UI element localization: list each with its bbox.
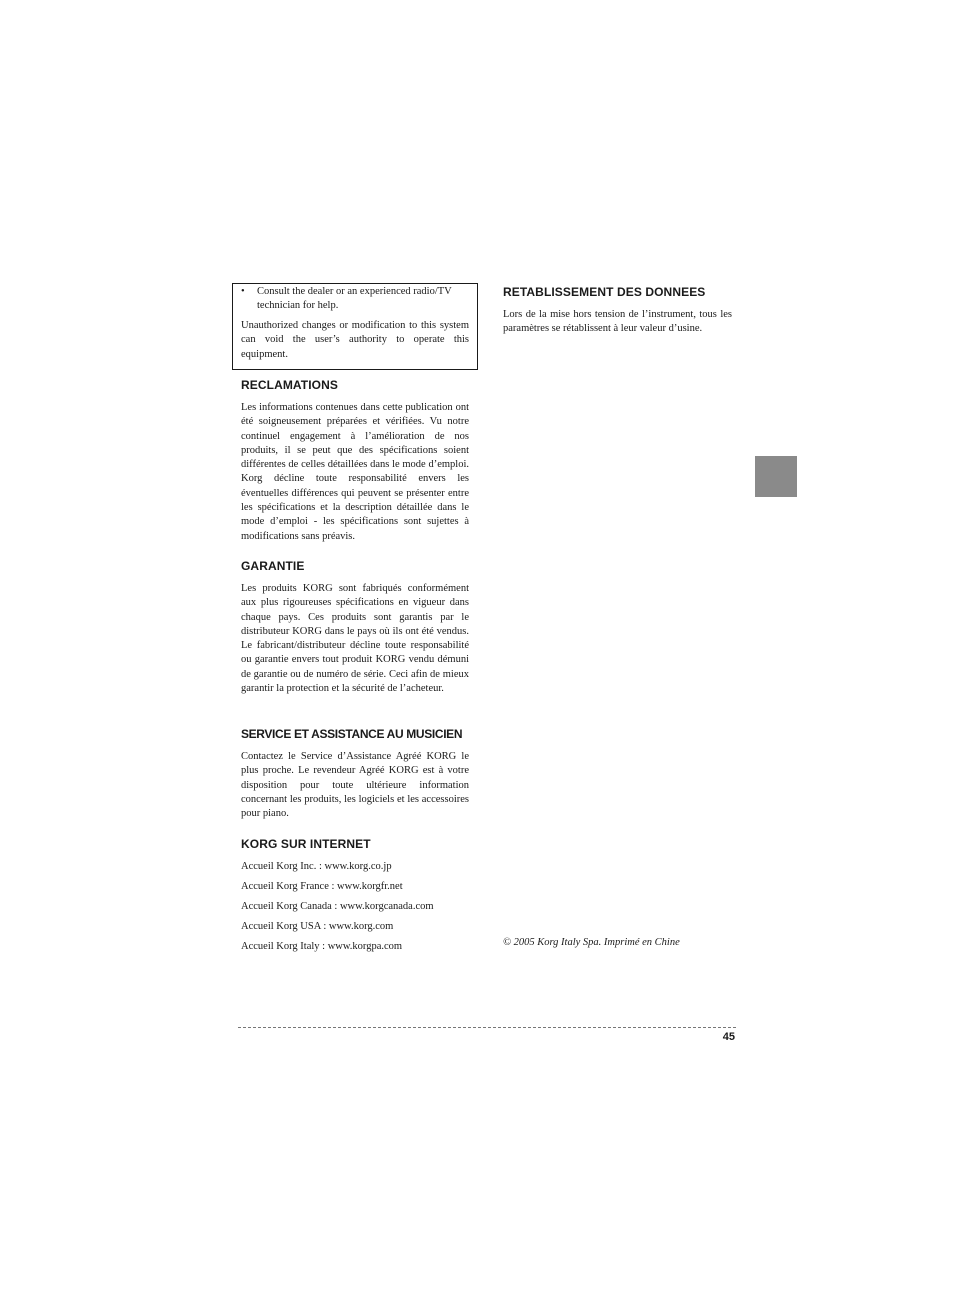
fcc-bullet-item xyxy=(241,285,469,314)
service-heading: SERVICE ET ASSISTANCE AU MUSICIEN xyxy=(241,727,463,741)
retablissement-heading: RETABLISSEMENT DES DONNEES xyxy=(503,285,706,299)
reclamations-heading: RECLAMATIONS xyxy=(241,378,338,392)
link-korg-usa[interactable]: Accueil Korg USA : www.korg.com xyxy=(241,921,394,932)
link-korg-france[interactable]: Accueil Korg France : www.korgfr.net xyxy=(241,881,403,892)
garantie-text: Les produits KORG sont fabriqués conformément aux plus rigoureuses spécifications en vigueur dans chaque pays. Ces produits sont garantis par le distributeur KORG dans le pays où ils ont été vendus. Le fabricant/distributeur décline toute responsabilité ou garantie envers tout produit KORG vendu démuni de garantie ou de numéro de série. Ceci afin de mieux garantir la protection et la sécurité de l’acheteur. xyxy=(241,583,469,695)
internet-heading: KORG SUR INTERNET xyxy=(241,837,371,851)
retablissement-text: Lors de la mise hors tension de l’instrument, tous les paramètres se rétablissent à leur valeur d’usine. xyxy=(503,309,732,335)
garantie-heading: GARANTIE xyxy=(241,559,305,573)
section-thumb-tab xyxy=(755,456,797,497)
link-korg-inc[interactable]: Accueil Korg Inc. : www.korg.co.jp xyxy=(241,861,392,872)
fcc-bullet-text: Consult the dealer or an experienced radio/TV technician for help. xyxy=(257,286,452,312)
link-korg-italy[interactable]: Accueil Korg Italy : www.korgpa.com xyxy=(241,941,403,952)
footer-dotted-rule xyxy=(238,1027,736,1028)
bullet-symbol: • xyxy=(241,286,245,297)
link-korg-canada[interactable]: Accueil Korg Canada : www.korgcanada.com xyxy=(241,901,434,912)
page-number: 45 xyxy=(722,1031,735,1043)
copyright-notice: © 2005 Korg Italy Spa. Imprimé en Chine xyxy=(503,937,680,948)
reclamations-text: Les informations contenues dans cette publication ont été soigneusement préparées et vérifiées. Vu notre continuel engagement à l’amélioration de nos produits, il se peut que des spécifications soient différentes de celles détaillées dans le mode d’emploi. Korg décline toute responsabilité envers les éventuelles différences qui peuvent se présenter entre les spécifications et la description détaillée dans le mode d’emploi - les spécifications sont sujettes à modifications sans préavis. xyxy=(241,402,469,542)
fcc-unauthorized-text: Unauthorized changes or modification to this system can void the user’s authority to operate this equipment. xyxy=(241,320,469,360)
service-text: Contactez le Service d’Assistance Agréé KORG le plus proche. Le revendeur Agréé KORG est à votre disposition pour toute ultérieure information concernant les produits, les logiciels et les accessoires pour piano. xyxy=(241,751,469,820)
